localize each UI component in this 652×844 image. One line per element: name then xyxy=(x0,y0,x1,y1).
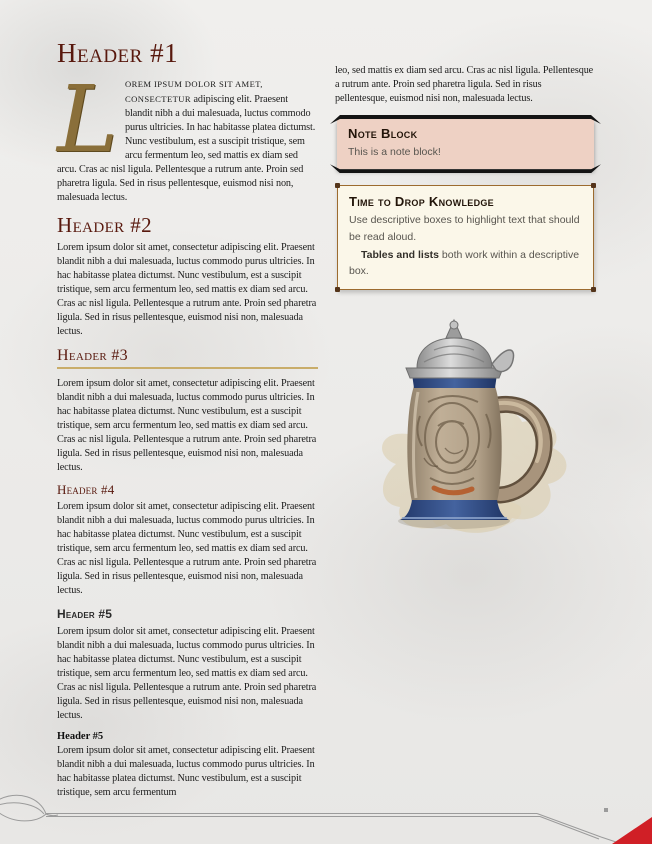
beer-stein-illustration xyxy=(350,318,582,542)
corner-dot-icon xyxy=(591,183,596,188)
corner-dot-icon xyxy=(335,287,340,292)
footer-ornament xyxy=(0,790,652,844)
intro-paragraph xyxy=(57,66,318,205)
section-6-paragraph-truncated: Lorem ipsum dolor sit amet, consectetur adipiscing elit. Praesent blandit nibh a dui malesuada, luctus commodo purus ultricies. In hac habitasse platea dictumst. Nunc vestibulum, est a suscipit tristique, sem arcu fermentum xyxy=(57,744,315,798)
descriptive-box xyxy=(337,185,594,290)
corner-dot-icon xyxy=(335,183,340,188)
footer-square-dot xyxy=(604,808,608,812)
header-2: Header #2 xyxy=(57,213,153,237)
header-5-bold: Header #5 xyxy=(57,731,104,742)
note-top-border xyxy=(330,115,601,124)
note-block-title: Note Block xyxy=(348,126,418,141)
note-block xyxy=(337,119,594,169)
descriptive-box-line2 xyxy=(349,247,582,280)
note-block-text: This is a note block! xyxy=(348,146,441,158)
footer-leaf-flourish xyxy=(0,795,58,815)
beer-stein-image xyxy=(350,318,582,547)
right-column xyxy=(335,34,596,814)
descriptive-box-line1: Use descriptive boxes to highlight text that should be read aloud. xyxy=(349,214,580,243)
left-column xyxy=(57,34,318,814)
header-1: Header #1 xyxy=(57,38,179,68)
section-3-paragraph: Lorem ipsum dolor sit amet, consectetur adipiscing elit. Praesent blandit nibh a dui malesuada, luctus commodo purus ultricies. In hac habitasse platea dictumst. Nunc vestibulum, est a suscipit tristique, sem arcu fermentum leo, sed mattis ex diam sed arcu. Cras ac nisl ligula. Pellentesque a rutrum ante. Proin sed pharetra ligula. Sed in risus pellentesque, euismod nisi non, malesuada lectus. xyxy=(57,378,317,473)
descriptive-box-line2-rest: both work within a descriptive box. xyxy=(349,248,580,278)
descriptive-box-bold-run: Tables and lists xyxy=(361,248,439,261)
corner-red-triangle xyxy=(612,817,652,844)
section-4-paragraph: Lorem ipsum dolor sit amet, consectetur adipiscing elit. Praesent blandit nibh a dui malesuada, luctus commodo purus ultricies. In hac habitasse platea dictumst. Nunc vestibulum, est a suscipit tristique, sem arcu fermentum leo, sed mattis ex diam sed arcu. Cras ac nisl ligula. Pellentesque a rutrum ante. Proin sed pharetra ligula. Sed in risus pellentesque, euismod nisi non, malesuada lectus. xyxy=(57,501,317,596)
header-4: Header #4 xyxy=(57,482,115,497)
intro-body-text: adipiscing elit. Praesent blandit nibh a dui malesuada, luctus commodo purus ultricies. In hac habitasse platea dictumst. Nunc vestibulum, est a suscipit tristique, sem arcu fermentum leo, sed mattis ex diam sed arcu. Cras ac nisl ligula. Pellentesque a rutrum ante. Proin sed pharetra ligula. Sed in risus pellentesque, euismod nisi non, malesuada lectus. xyxy=(57,94,316,203)
section-2-paragraph: Lorem ipsum dolor sit amet, consectetur adipiscing elit. Praesent blandit nibh a dui malesuada, luctus commodo purus ultricies. In hac habitasse platea dictumst. Nunc vestibulum, est a suscipit tristique, sem arcu fermentum leo, sed mattis ex diam sed arcu. Cras ac nisl ligula. Pellentesque a rutrum ante. Proin sed pharetra ligula. Sed in risus pellentesque, euismod nisi non, malesuada lectus. xyxy=(57,242,317,337)
drop-cap-letter: L xyxy=(57,66,118,173)
note-bottom-border xyxy=(330,164,601,173)
column-overflow-paragraph: leo, sed mattis ex diam sed arcu. Cras ac nisl ligula. Pellentesque a rutrum ante. Proin sed pharetra ligula. Sed in risus pellentesque, euismod nisi non, malesuada lectus. xyxy=(335,65,594,104)
descriptive-box-title: Time to Drop Knowledge xyxy=(349,194,494,210)
section-5-paragraph: Lorem ipsum dolor sit amet, consectetur adipiscing elit. Praesent blandit nibh a dui malesuada, luctus commodo purus ultricies. In hac habitasse platea dictumst. Nunc vestibulum, est a suscipit tristique, sem arcu fermentum leo, sed mattis ex diam sed arcu. Cras ac nisl ligula. Pellentesque a rutrum ante. Proin sed pharetra ligula. Sed in risus pellentesque, euismod nisi non, malesuada lectus. xyxy=(57,626,317,721)
header-5: Header #5 xyxy=(57,607,113,621)
intro-lead-small-caps: OREM IPSUM DOLOR SIT AMET, CONSECTETUR xyxy=(125,79,263,104)
header-3: Header #3 xyxy=(57,348,318,369)
corner-dot-icon xyxy=(591,287,596,292)
